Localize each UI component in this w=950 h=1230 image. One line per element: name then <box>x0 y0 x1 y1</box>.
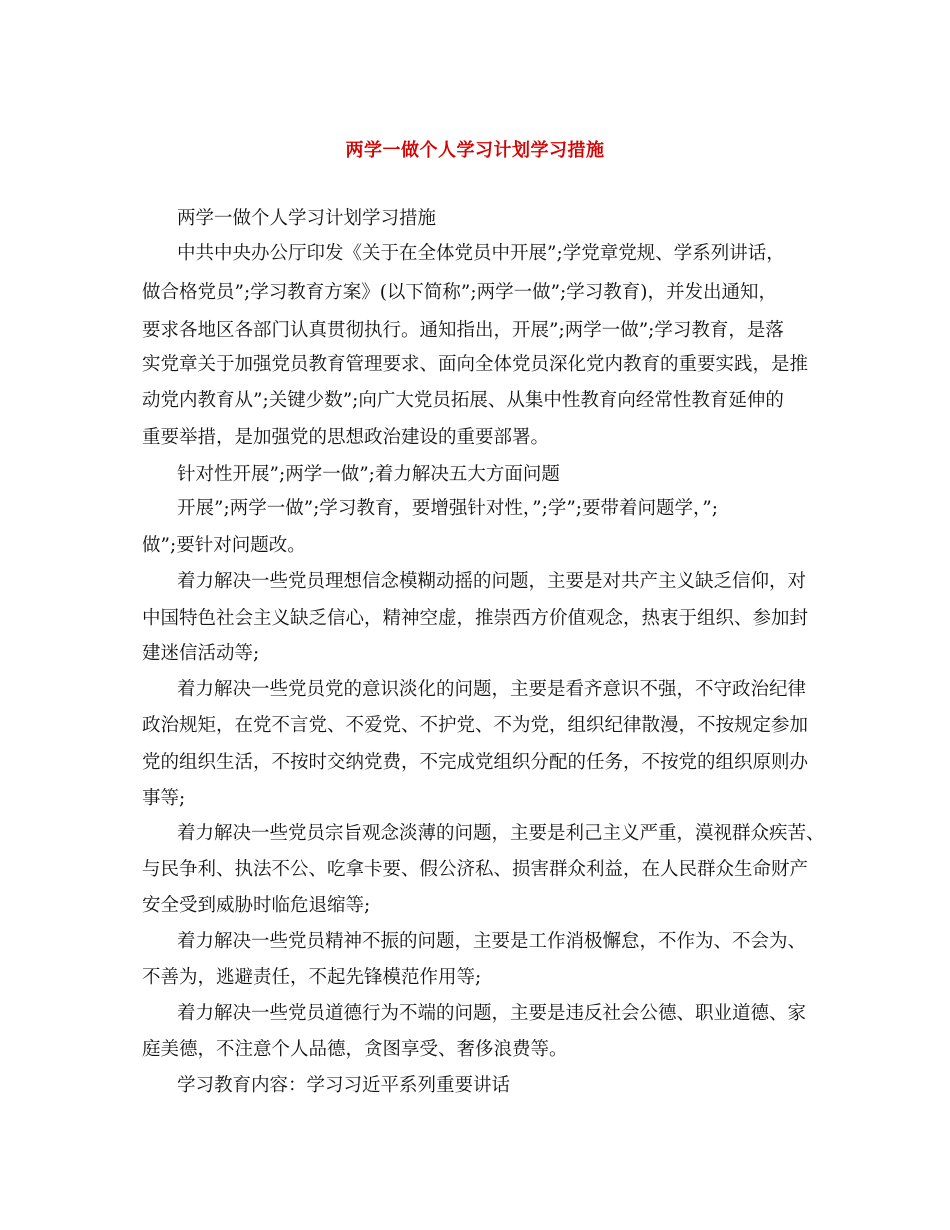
paragraph-line: 政治规矩，在党不言党、不爱党、不护党、不为党，组织纪律散漫，不按规定参加 <box>142 715 809 736</box>
paragraph-line: 动党内教育从”;关键少数”;向广大党员拓展、从集中性教育向经常性教育延伸的 <box>142 390 784 411</box>
paragraph-line: 中共中央办公厅印发《关于在全体党员中开展”;学党章党规、学系列讲话， <box>177 243 785 264</box>
paragraph-line: 针对性开展”;两学一做”;着力解决五大方面问题 <box>177 464 560 485</box>
paragraph-line: 建迷信活动等; <box>142 643 260 664</box>
paragraph-line: 着力解决一些党员精神不振的问题，主要是工作消极懈怠，不作为、不会为、 <box>177 931 807 952</box>
paragraph-line: 着力解决一些党员道德行为不端的问题，主要是违反社会公德、职业道德、家 <box>177 1003 807 1024</box>
paragraph-line: 两学一做个人学习计划学习措施 <box>177 208 437 229</box>
paragraph-line: 重要举措，是加强党的思想政治建设的重要部署。 <box>142 427 550 448</box>
paragraph-line: 与民争利、执法不公、吃拿卡要、假公济私、损害群众利益，在人民群众生命财产 <box>142 859 809 880</box>
paragraph-line: 着力解决一些党员宗旨观念淡薄的问题，主要是利己主义严重，漠视群众疾苦、 <box>177 823 825 844</box>
paragraph-line: 着力解决一些党员理想信念模糊动摇的问题，主要是对共产主义缺乏信仰，对 <box>177 571 807 592</box>
paragraph-line: 做”;要针对问题改。 <box>142 535 306 556</box>
paragraph-line: 着力解决一些党员党的意识淡化的问题，主要是看齐意识不强，不守政治纪律 <box>177 679 807 700</box>
paragraph-line: 要求各地区各部门认真贯彻执行。通知指出，开展”;两学一做”;学习教育，是落 <box>142 320 784 341</box>
paragraph-line: 开展”;两学一做”;学习教育，要增强针对性，”;学”;要带着问题学，”; <box>177 498 718 519</box>
paragraph-line: 不善为，逃避责任，不起先锋模范作用等; <box>142 967 482 988</box>
document-title: 两学一做个人学习计划学习措施 <box>345 140 605 161</box>
paragraph-line: 安全受到威胁时临危退缩等; <box>142 895 371 916</box>
paragraph-line: 事等; <box>142 788 186 809</box>
paragraph-line: 做合格党员”;学习教育方案》(以下简称”;两学一做”;学习教育)，并发出通知， <box>142 282 778 303</box>
paragraph-line: 实党章关于加强党员教育管理要求、面向全体党员深化党内教育的重要实践，是推 <box>142 354 809 375</box>
paragraph-line: 党的组织生活，不按时交纳党费，不完成党组织分配的任务，不按党的组织原则办 <box>142 752 809 773</box>
paragraph-line: 中国特色社会主义缺乏信心，精神空虚，推崇西方价值观念，热衷于组织、参加封 <box>142 608 809 629</box>
paragraph-line: 学习教育内容：学习习近平系列重要讲话 <box>177 1075 511 1096</box>
paragraph-line: 庭美德，不注意个人品德，贪图享受、奢侈浪费等。 <box>142 1039 568 1060</box>
